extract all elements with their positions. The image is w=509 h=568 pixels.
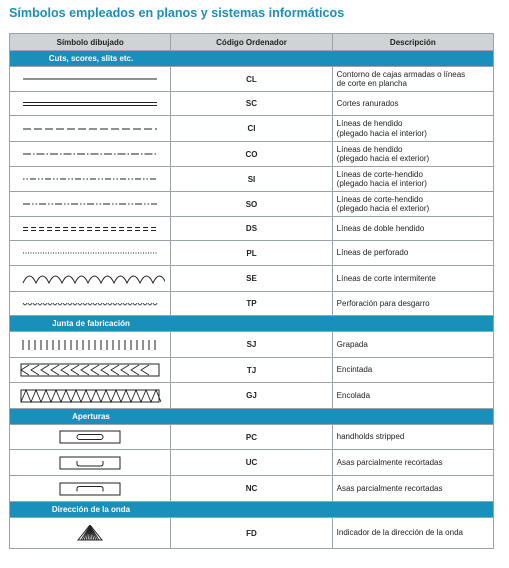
section-header	[10, 51, 494, 67]
symbols-table	[9, 33, 494, 549]
handhold-stripped-icon	[15, 429, 165, 445]
symbol-cell	[10, 67, 171, 92]
code-cell: SO	[171, 192, 332, 217]
section-title: Dirección de la onda	[51, 505, 131, 514]
table-row	[10, 358, 494, 383]
table-row	[10, 92, 494, 116]
code-cell: CO	[171, 142, 332, 167]
symbol-cell	[10, 476, 171, 502]
description-cell	[332, 358, 493, 383]
description-line: Líneas de corte-hendido	[336, 194, 423, 204]
table-header	[10, 34, 494, 51]
dash-dot-dot-line-icon	[15, 196, 165, 212]
code-cell: NC	[171, 476, 332, 502]
section-header-cell	[10, 502, 494, 518]
symbol-cell	[10, 358, 171, 383]
description-cell	[332, 476, 493, 502]
description-cell	[332, 450, 493, 476]
section-title: Junta de fabricación	[52, 319, 130, 328]
code-cell: SE	[171, 266, 332, 292]
solid-line-icon	[15, 71, 165, 87]
wavy-line-icon	[15, 271, 165, 287]
code-cell: PC	[171, 425, 332, 450]
symbol-cell	[10, 116, 171, 142]
symbol-cell	[10, 332, 171, 358]
description-cell	[332, 518, 493, 549]
symbol-cell	[10, 92, 171, 116]
symbol-cell	[10, 167, 171, 192]
table-row	[10, 476, 494, 502]
tear-perforation-icon	[15, 296, 165, 312]
section-title: Cuts, scores, slits etc.	[48, 54, 134, 63]
table-row	[10, 383, 494, 409]
symbol-cell	[10, 241, 171, 266]
description-cell	[332, 241, 493, 266]
description-cell	[332, 292, 493, 316]
description-line: (plegado hacia el interior)	[336, 179, 427, 188]
table-row	[10, 266, 494, 292]
section-header	[10, 502, 494, 518]
description-cell	[332, 266, 493, 292]
taped-joint-icon	[15, 362, 165, 378]
table-row	[10, 518, 494, 549]
code-cell: GJ	[171, 383, 332, 409]
description-cell	[332, 425, 493, 450]
description-line: Encolada	[336, 390, 371, 400]
section-title: Aperturas	[72, 412, 110, 421]
symbol-cell	[10, 192, 171, 217]
description-cell	[332, 167, 493, 192]
description-line: Líneas de perforado	[336, 248, 409, 258]
description-line: Líneas de corte-hendido	[336, 169, 423, 179]
section-header-cell	[10, 51, 494, 67]
table-row	[10, 332, 494, 358]
description-line: Líneas de corte intermitente	[336, 273, 436, 283]
page-title: Símbolos empleados en planos y sistemas informáticos	[9, 6, 345, 20]
description-cell	[332, 332, 493, 358]
description-cell	[332, 217, 493, 241]
code-cell: CL	[171, 67, 332, 92]
description-line: handholds stripped	[336, 432, 405, 442]
table-row	[10, 292, 494, 316]
description-cell	[332, 92, 493, 116]
staple-joint-icon	[15, 337, 165, 353]
description-line: de corte en plancha	[336, 79, 407, 88]
symbol-cell	[10, 142, 171, 167]
description-cell	[332, 67, 493, 92]
table-row	[10, 116, 494, 142]
handhold-partial-n-icon	[15, 481, 165, 497]
dash-dot-line-icon	[15, 146, 165, 162]
code-cell: TP	[171, 292, 332, 316]
symbol-cell	[10, 450, 171, 476]
description-line: Encintada	[336, 365, 373, 375]
glued-joint-icon	[15, 388, 165, 404]
description-line: Indicador de la dirección de la onda	[336, 528, 463, 538]
header-description: Descripción	[332, 34, 493, 51]
description-cell	[332, 192, 493, 217]
table-row	[10, 192, 494, 217]
code-cell: UC	[171, 450, 332, 476]
table-row	[10, 167, 494, 192]
code-cell: SC	[171, 92, 332, 116]
symbol-cell	[10, 292, 171, 316]
table-row	[10, 425, 494, 450]
code-cell: FD	[171, 518, 332, 549]
double-line-icon	[15, 96, 165, 112]
code-cell: SI	[171, 167, 332, 192]
symbol-cell	[10, 518, 171, 549]
description-line: Líneas de hendido	[336, 119, 403, 128]
header-code: Código Ordenador	[171, 34, 332, 51]
table-row	[10, 142, 494, 167]
dot-dash-line-icon	[15, 171, 165, 187]
section-header-cell	[10, 316, 494, 332]
code-cell: TJ	[171, 358, 332, 383]
table-row	[10, 241, 494, 266]
description-cell	[332, 116, 493, 142]
description-line: (plegado hacia el interior)	[336, 128, 427, 138]
description-line: Perforación para desgarro	[336, 298, 430, 308]
description-cell	[332, 142, 493, 167]
double-dashed-line-icon	[15, 221, 165, 237]
code-cell: CI	[171, 116, 332, 142]
table-row	[10, 67, 494, 92]
handhold-partial-u-icon	[15, 455, 165, 471]
symbol-cell	[10, 266, 171, 292]
description-line: Grapada	[336, 339, 368, 349]
symbol-cell	[10, 425, 171, 450]
dashed-line-icon	[15, 121, 165, 137]
code-cell: DS	[171, 217, 332, 241]
code-cell: PL	[171, 241, 332, 266]
description-line: Asas parcialmente recortadas	[336, 483, 443, 493]
description-cell	[332, 383, 493, 409]
description-line: Líneas de hendido	[336, 144, 403, 154]
description-line: Asas parcialmente recortadas	[336, 457, 443, 467]
symbol-cell	[10, 383, 171, 409]
description-line: (plegado hacia el exterior)	[336, 154, 430, 163]
section-header	[10, 316, 494, 332]
description-line: Cortes ranurados	[336, 98, 399, 108]
description-line: Contorno de cajas armadas o líneas	[336, 69, 466, 79]
table-row	[10, 217, 494, 241]
description-line: (plegado hacia el exterior)	[336, 204, 430, 213]
header-symbol: Símbolo dibujado	[10, 34, 171, 51]
dotted-line-icon	[15, 245, 165, 261]
symbol-cell	[10, 217, 171, 241]
flute-direction-icon	[15, 525, 165, 541]
section-header-cell	[10, 409, 494, 425]
section-header	[10, 409, 494, 425]
table-row	[10, 450, 494, 476]
description-line: Líneas de doble hendido	[336, 223, 425, 233]
code-cell: SJ	[171, 332, 332, 358]
